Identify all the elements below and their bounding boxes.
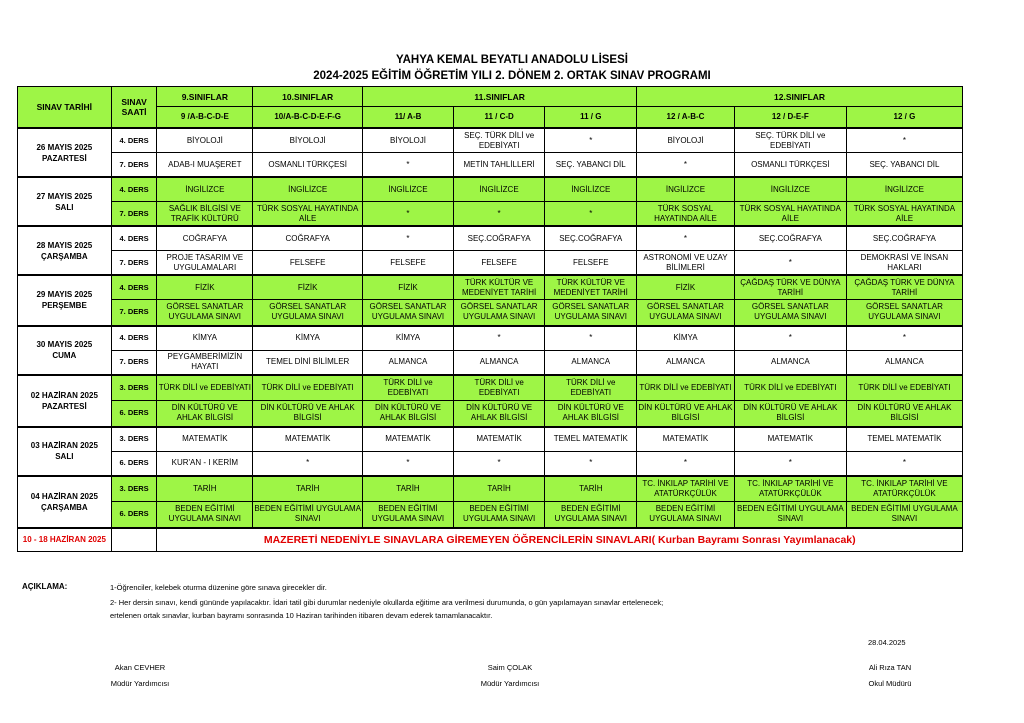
- exam-day: SALI: [55, 202, 74, 212]
- lesson-period: 4. DERS: [111, 128, 157, 153]
- exam-date-cell: [18, 177, 112, 226]
- schedule-row: [18, 427, 963, 452]
- exam-day: SALI: [55, 452, 74, 461]
- exam-subject-cell: METİN TAHLİLLERİ: [453, 153, 545, 178]
- exam-subject-cell: TÜRK SOSYAL HAYATINDA AİLE: [637, 202, 735, 227]
- exam-subject-cell: KİMYA: [253, 326, 363, 351]
- exam-subject-cell: DİN KÜLTÜRÜ VE AHLAK BİLGİSİ: [734, 401, 846, 427]
- exam-subject-cell: *: [363, 202, 454, 227]
- exam-subject-cell: BİYOLOJİ: [253, 128, 363, 153]
- exam-subject-cell: *: [453, 451, 545, 476]
- exam-subject-cell: ÇAĞDAŞ TÜRK VE DÜNYA TARİHİ: [846, 275, 962, 300]
- exam-subject-cell: SAĞLIK BİLGİSİ VE TRAFİK KÜLTÜRÜ: [157, 202, 253, 227]
- exam-subject-cell: TÜRK DİLİ ve EDEBİYATI: [545, 375, 637, 401]
- document-date: 28.04.2025: [868, 638, 906, 647]
- exam-date: 27 MAYIS 2025: [36, 191, 93, 201]
- signature-title: Okul Müdürü: [868, 679, 912, 688]
- exam-subject-cell: *: [734, 326, 846, 351]
- exam-subject-cell: *: [453, 202, 545, 227]
- exam-subject-cell: FİZİK: [253, 275, 363, 300]
- exam-subject-cell: FELSEFE: [363, 251, 454, 276]
- exam-subject-cell: COĞRAFYA: [253, 226, 363, 251]
- explanation-line: 1-Öğrenciler, kelebek oturma düzenine göre sınava girecekler dir.: [110, 583, 327, 592]
- exam-subject-cell: PEYGAMBERİMİZİN HAYATI: [157, 350, 253, 375]
- schedule-row: [18, 177, 963, 202]
- exam-subject-cell: TÜRK SOSYAL HAYATINDA AİLE: [846, 202, 962, 227]
- lesson-period: 7. DERS: [111, 153, 157, 178]
- schedule-row: [18, 375, 963, 401]
- exam-subject-cell: GÖRSEL SANATLAR UYGULAMA SINAVI: [734, 300, 846, 326]
- header-class-group: 12 / D-E-F: [734, 107, 846, 129]
- exam-subject-cell: SEÇ.COĞRAFYA: [453, 226, 545, 251]
- exam-date-cell: [18, 226, 112, 275]
- lesson-period: 4. DERS: [111, 226, 157, 251]
- exam-subject-cell: DİN KÜLTÜRÜ VE AHLAK BİLGİSİ: [363, 401, 454, 427]
- schedule-row: [18, 451, 963, 476]
- exam-schedule-table: [17, 86, 963, 552]
- exam-subject-cell: ASTRONOMİ VE UZAY BİLİMLERİ: [637, 251, 735, 276]
- lesson-period: 7. DERS: [111, 251, 157, 276]
- exam-subject-cell: TC. İNKILAP TARİHİ VE ATATÜRKÇÜLÜK: [846, 476, 962, 502]
- exam-subject-cell: BEDEN EĞİTİMİ UYGULAMA SINAVI: [734, 502, 846, 528]
- exam-subject-cell: DİN KÜLTÜRÜ VE AHLAK BİLGİSİ: [637, 401, 735, 427]
- exam-subject-cell: TARİH: [157, 476, 253, 502]
- exam-date: 03 HAZİRAN 2025: [30, 441, 98, 450]
- schedule-row: [18, 300, 963, 326]
- lesson-period: 4. DERS: [111, 275, 157, 300]
- exam-subject-cell: DİN KÜLTÜRÜ VE AHLAK BİLGİSİ: [846, 401, 962, 427]
- exam-date: 02 HAZİRAN 2025: [30, 390, 98, 400]
- header-class-group: 10/A-B-C-D-E-F-G: [253, 107, 363, 129]
- explanation-line: ertelenen ortak sınavlar, kurban bayramı sonrasında 10 Haziran tarihinden itibaren devam ederek tamamlanacaktır.: [110, 611, 493, 620]
- exam-subject-cell: TEMEL MATEMATİK: [545, 427, 637, 452]
- exam-subject-cell: DEMOKRASİ VE İNSAN HAKLARI: [846, 251, 962, 276]
- exam-subject-cell: BEDEN EĞİTİMİ UYGULAMA SINAVI: [363, 502, 454, 528]
- schedule-row: [18, 153, 963, 178]
- exam-subject-cell: BEDEN EĞİTİMİ UYGULAMA SINAVI: [453, 502, 545, 528]
- exam-subject-cell: MATEMATİK: [363, 427, 454, 452]
- exam-subject-cell: FİZİK: [637, 275, 735, 300]
- signature-title: Müdür Yardımcısı: [110, 679, 170, 688]
- lesson-period: 3. DERS: [111, 427, 157, 452]
- exam-subject-cell: BİYOLOJİ: [637, 128, 735, 153]
- exam-subject-cell: *: [253, 451, 363, 476]
- exam-date: 26 MAYIS 2025: [36, 142, 93, 152]
- exam-subject-cell: *: [846, 451, 962, 476]
- exam-day: PAZARTESİ: [41, 401, 87, 411]
- signature-name: Akan CEVHER: [114, 663, 166, 672]
- exam-subject-cell: İNGİLİZCE: [846, 177, 962, 202]
- exam-subject-cell: *: [545, 451, 637, 476]
- exam-subject-cell: *: [363, 153, 454, 178]
- exam-subject-cell: İNGİLİZCE: [734, 177, 846, 202]
- exam-subject-cell: GÖRSEL SANATLAR UYGULAMA SINAVI: [637, 300, 735, 326]
- exam-subject-cell: TC. İNKILAP TARİHİ VE ATATÜRKÇÜLÜK: [734, 476, 846, 502]
- schedule-row: [18, 275, 963, 300]
- exam-subject-cell: *: [363, 226, 454, 251]
- makeup-exam-note: MAZERETİ NEDENİYLE SINAVLARA GİREMEYEN ÖĞRENCİLERİN SINAVLARI( Kurban Bayramı Sonrası Yayımlanacak): [157, 528, 963, 552]
- exam-subject-cell: FİZİK: [157, 275, 253, 300]
- exam-subject-cell: TÜRK DİLİ ve EDEBİYATI: [363, 375, 454, 401]
- exam-subject-cell: SEÇ. YABANCI DİL: [545, 153, 637, 178]
- exam-subject-cell: BEDEN EĞİTİMİ UYGULAMA SINAVI: [545, 502, 637, 528]
- exam-day: CUMA: [52, 351, 77, 360]
- exam-subject-cell: TC. İNKILAP TARİHİ VE ATATÜRKÇÜLÜK: [637, 476, 735, 502]
- exam-subject-cell: BİYOLOJİ: [157, 128, 253, 153]
- header-exam-date: SINAV TARİHİ: [18, 87, 112, 129]
- exam-subject-cell: PROJE TASARIM VE UYGULAMALARI: [157, 251, 253, 276]
- exam-subject-cell: FELSEFE: [253, 251, 363, 276]
- exam-subject-cell: TÜRK DİLİ ve EDEBİYATI: [157, 375, 253, 401]
- signature-name: Ali Rıza TAN: [868, 663, 912, 672]
- exam-subject-cell: TÜRK KÜLTÜR VE MEDENİYET TARİHİ: [545, 275, 637, 300]
- exam-subject-cell: MATEMATİK: [734, 427, 846, 452]
- header-class-group: 11 / C-D: [453, 107, 545, 129]
- exam-subject-cell: TARİH: [253, 476, 363, 502]
- exam-subject-cell: MATEMATİK: [637, 427, 735, 452]
- header-grade-11: 11.SINIFLAR: [363, 87, 637, 107]
- lesson-period: 3. DERS: [111, 476, 157, 502]
- exam-subject-cell: TEMEL MATEMATİK: [846, 427, 962, 452]
- exam-subject-cell: OSMANLI TÜRKÇESİ: [253, 153, 363, 178]
- exam-subject-cell: TÜRK DİLİ ve EDEBİYATI: [734, 375, 846, 401]
- exam-subject-cell: BEDEN EĞİTİMİ UYGULAMA SINAVI: [253, 502, 363, 528]
- schedule-row: [18, 476, 963, 502]
- explanation-label: AÇIKLAMA:: [22, 582, 68, 591]
- exam-day: ÇARŞAMBA: [41, 251, 88, 261]
- makeup-exam-date: 10 - 18 HAZİRAN 2025: [18, 528, 112, 552]
- lesson-period: 7. DERS: [111, 202, 157, 227]
- exam-subject-cell: BEDEN EĞİTİMİ UYGULAMA SINAVI: [846, 502, 962, 528]
- exam-subject-cell: ALMANCA: [453, 350, 545, 375]
- exam-subject-cell: KİMYA: [363, 326, 454, 351]
- lesson-period: 6. DERS: [111, 451, 157, 476]
- exam-date: 30 MAYIS 2025: [36, 340, 93, 349]
- exam-subject-cell: GÖRSEL SANATLAR UYGULAMA SINAVI: [846, 300, 962, 326]
- exam-subject-cell: TARİH: [363, 476, 454, 502]
- lesson-period: 4. DERS: [111, 326, 157, 351]
- exam-subject-cell: SEÇ. TÜRK DİLİ ve EDEBİYATI: [734, 128, 846, 153]
- exam-subject-cell: SEÇ. YABANCI DİL: [846, 153, 962, 178]
- exam-subject-cell: TARİH: [453, 476, 545, 502]
- exam-day: PERŞEMBE: [41, 301, 87, 311]
- exam-day: PAZARTESİ: [41, 153, 87, 163]
- header-class-group: 9 /A-B-C-D-E: [157, 107, 253, 129]
- exam-subject-cell: TÜRK SOSYAL HAYATINDA AİLE: [734, 202, 846, 227]
- exam-subject-cell: OSMANLI TÜRKÇESİ: [734, 153, 846, 178]
- exam-date-cell: [18, 128, 112, 177]
- exam-subject-cell: FELSEFE: [545, 251, 637, 276]
- schedule-row: [18, 128, 963, 153]
- makeup-exam-row: [18, 528, 963, 552]
- signature-title: Müdür Yardımcısı: [480, 679, 540, 688]
- schedule-row: [18, 502, 963, 528]
- exam-subject-cell: TÜRK DİLİ ve EDEBİYATI: [453, 375, 545, 401]
- exam-subject-cell: MATEMATİK: [453, 427, 545, 452]
- exam-subject-cell: *: [453, 326, 545, 351]
- signature-name: Saim ÇOLAK: [487, 663, 533, 672]
- exam-subject-cell: SEÇ.COĞRAFYA: [846, 226, 962, 251]
- exam-subject-cell: GÖRSEL SANATLAR UYGULAMA SINAVI: [545, 300, 637, 326]
- exam-subject-cell: BEDEN EĞİTİMİ UYGULAMA SINAVI: [157, 502, 253, 528]
- exam-subject-cell: GÖRSEL SANATLAR UYGULAMA SINAVI: [363, 300, 454, 326]
- header-grade-10: 10.SINIFLAR: [253, 87, 363, 107]
- exam-subject-cell: *: [545, 202, 637, 227]
- exam-subject-cell: İNGİLİZCE: [157, 177, 253, 202]
- schedule-row: [18, 202, 963, 227]
- exam-subject-cell: DİN KÜLTÜRÜ VE AHLAK BİLGİSİ: [545, 401, 637, 427]
- exam-subject-cell: TÜRK DİLİ ve EDEBİYATI: [253, 375, 363, 401]
- exam-subject-cell: BEDEN EĞİTİMİ UYGULAMA SINAVI: [637, 502, 735, 528]
- exam-subject-cell: İNGİLİZCE: [453, 177, 545, 202]
- exam-subject-cell: *: [734, 451, 846, 476]
- exam-subject-cell: MATEMATİK: [157, 427, 253, 452]
- header-grade-9: 9.SINIFLAR: [157, 87, 253, 107]
- exam-date: 04 HAZİRAN 2025: [30, 491, 98, 501]
- exam-subject-cell: ALMANCA: [846, 350, 962, 375]
- exam-subject-cell: COĞRAFYA: [157, 226, 253, 251]
- exam-subject-cell: ALMANCA: [545, 350, 637, 375]
- exam-subject-cell: İNGİLİZCE: [545, 177, 637, 202]
- lesson-period: 4. DERS: [111, 177, 157, 202]
- header-class-group: 11 / G: [545, 107, 637, 129]
- exam-subject-cell: *: [734, 251, 846, 276]
- exam-subject-cell: MATEMATİK: [253, 427, 363, 452]
- exam-subject-cell: SEÇ.COĞRAFYA: [734, 226, 846, 251]
- exam-subject-cell: FELSEFE: [453, 251, 545, 276]
- exam-subject-cell: KİMYA: [157, 326, 253, 351]
- explanation-line: 2- Her dersin sınavı, kendi gününde yapılacaktır. İdari tatil gibi durumlar nedeniyle okullarda eğitime ara verilmesi durumunda, o gün yapılamayan sınavlar ertelenecek;: [110, 598, 664, 607]
- exam-subject-cell: DİN KÜLTÜRÜ VE AHLAK BİLGİSİ: [453, 401, 545, 427]
- exam-subject-cell: DİN KÜLTÜRÜ VE AHLAK BİLGİSİ: [253, 401, 363, 427]
- schedule-row: [18, 326, 963, 351]
- exam-subject-cell: BİYOLOJİ: [363, 128, 454, 153]
- exam-subject-cell: *: [545, 326, 637, 351]
- exam-subject-cell: TÜRK DİLİ ve EDEBİYATI: [846, 375, 962, 401]
- exam-date-cell: [18, 326, 112, 375]
- schedule-row: [18, 401, 963, 427]
- exam-subject-cell: ALMANCA: [363, 350, 454, 375]
- exam-subject-cell: *: [637, 451, 735, 476]
- schedule-row: [18, 350, 963, 375]
- exam-date: 29 MAYIS 2025: [36, 290, 93, 300]
- exam-subject-cell: GÖRSEL SANATLAR UYGULAMA SINAVI: [157, 300, 253, 326]
- exam-date-cell: [18, 275, 112, 326]
- header-class-group: 12 / A-B-C: [637, 107, 735, 129]
- exam-subject-cell: GÖRSEL SANATLAR UYGULAMA SINAVI: [453, 300, 545, 326]
- lesson-period: 3. DERS: [111, 375, 157, 401]
- schedule-row: [18, 226, 963, 251]
- exam-subject-cell: SEÇ.COĞRAFYA: [545, 226, 637, 251]
- lesson-period: 6. DERS: [111, 502, 157, 528]
- exam-subject-cell: TÜRK SOSYAL HAYATINDA AİLE: [253, 202, 363, 227]
- exam-date: 28 MAYIS 2025: [36, 240, 93, 250]
- exam-subject-cell: KUR'AN - I KERİM: [157, 451, 253, 476]
- exam-subject-cell: *: [846, 128, 962, 153]
- exam-subject-cell: ALMANCA: [734, 350, 846, 375]
- document-title: 2024-2025 EĞİTİM ÖĞRETİM YILI 2. DÖNEM 2. ORTAK SINAV PROGRAMI: [313, 70, 711, 82]
- exam-day: ÇARŞAMBA: [41, 502, 88, 512]
- exam-subject-cell: İNGİLİZCE: [363, 177, 454, 202]
- exam-subject-cell: KİMYA: [637, 326, 735, 351]
- exam-subject-cell: DİN KÜLTÜRÜ VE AHLAK BİLGİSİ: [157, 401, 253, 427]
- exam-subject-cell: TÜRK DİLİ ve EDEBİYATI: [637, 375, 735, 401]
- exam-subject-cell: TARİH: [545, 476, 637, 502]
- header-class-group: 12 / G: [846, 107, 962, 129]
- header-class-group: 11/ A-B: [363, 107, 454, 129]
- schedule-row: [18, 251, 963, 276]
- exam-subject-cell: TÜRK KÜLTÜR VE MEDENİYET TARİHİ: [453, 275, 545, 300]
- exam-subject-cell: FİZİK: [363, 275, 454, 300]
- exam-date-cell: [18, 476, 112, 528]
- header-grade-12: 12.SINIFLAR: [637, 87, 963, 107]
- exam-subject-cell: ALMANCA: [637, 350, 735, 375]
- header-exam-hour: SINAV SAATİ: [111, 87, 157, 129]
- exam-subject-cell: *: [637, 226, 735, 251]
- exam-subject-cell: İNGİLİZCE: [253, 177, 363, 202]
- exam-date-cell: [18, 427, 112, 476]
- exam-subject-cell: ADAB-I MUAŞERET: [157, 153, 253, 178]
- lesson-period: 7. DERS: [111, 300, 157, 326]
- lesson-period: 6. DERS: [111, 401, 157, 427]
- exam-subject-cell: SEÇ. TÜRK DİLİ ve EDEBİYATI: [453, 128, 545, 153]
- school-name: YAHYA KEMAL BEYATLI ANADOLU LİSESİ: [396, 54, 628, 66]
- exam-date-cell: [18, 375, 112, 427]
- exam-subject-cell: *: [545, 128, 637, 153]
- exam-subject-cell: ÇAĞDAŞ TÜRK VE DÜNYA TARİHİ: [734, 275, 846, 300]
- exam-subject-cell: *: [363, 451, 454, 476]
- makeup-empty-cell: [111, 528, 157, 552]
- exam-subject-cell: İNGİLİZCE: [637, 177, 735, 202]
- exam-subject-cell: TEMEL DİNİ BİLİMLER: [253, 350, 363, 375]
- exam-subject-cell: *: [846, 326, 962, 351]
- exam-subject-cell: *: [637, 153, 735, 178]
- exam-subject-cell: GÖRSEL SANATLAR UYGULAMA SINAVI: [253, 300, 363, 326]
- lesson-period: 7. DERS: [111, 350, 157, 375]
